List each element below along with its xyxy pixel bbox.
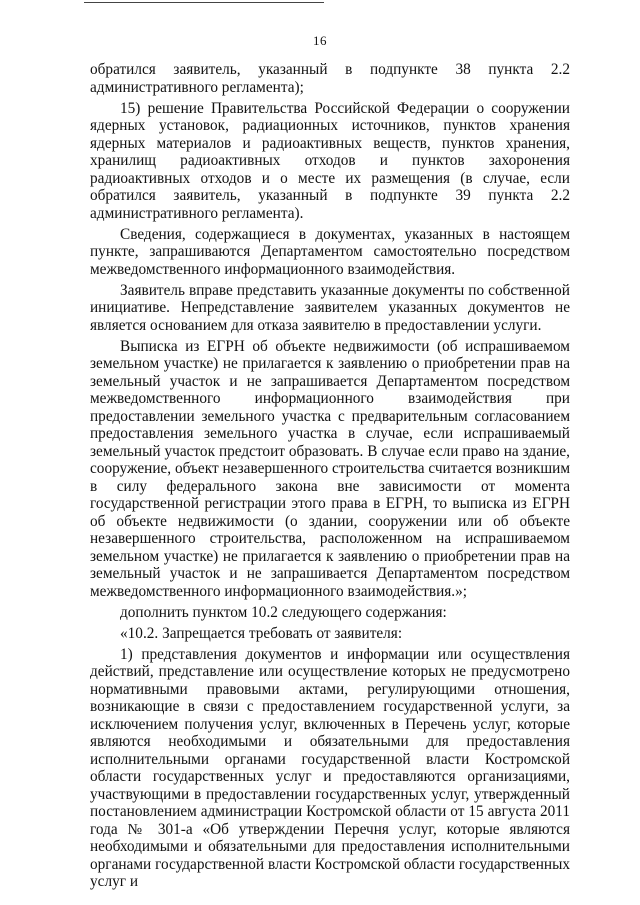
paragraph-add-point: дополнить пунктом 10.2 следующего содержания: xyxy=(120,603,447,621)
paragraph-prohibition-1: 1) представления документов и информации или осуществления действий, представление или осуществление которых не предусмотрено нормативными правовыми актами, регулирующими отношения, возникающие в связи с предоставлением государственной услуги, за исключением получения услуг, включенных в Перечень услуг, которые являются необходимыми и обязательными для предоставления исполнительными органами государственной власти Костромской области государственных услуг и предоставляются организациями, участвующими в предоставлении государственных услуг, утвержденный постановлением администрации Костромской области от 15 августа 2011 года № 301-а «Об утверждении Перечня услуг, которые являются необходимыми и обязательными для предоставления исполнительными органами государственной власти Костромской области государственных услуг и xyxy=(90,645,570,890)
paragraph-continuation: обратился заявитель, указанный в подпункте 38 пункта 2.2 административного регламента); xyxy=(90,61,570,96)
paragraph-egrn-extract: Выписка из ЕГРН об объекте недвижимости (об испрашиваемом земельном участке) не прилагается к заявлению о приобретении прав на земельный участок и не запрашивается Департаментом посредством межведомственного информационного взаимодействия при предоставлении земельного участка с предварительным согласованием предоставления земельного участка в случае, если испрашиваемый земельный участок предстоит образовать. В случае если право на здание, сооружение, объект незавершенного строительства считается возникшим в силу федерального закона вне зависимости от момента государственной регистрации этого права в ЕГРН, то выписка из ЕГРН об объекте недвижимости (о здании, сооружении или об объекте незавершенного строительства, расположенном на испрашиваемом земельном участке) не прилагается к заявлению о приобретении прав на земельный участок и не запрашивается Департаментом посредством межведомственного информационного взаимодействия.»; xyxy=(90,337,570,600)
top-rule xyxy=(84,2,324,3)
page-number: 16 xyxy=(313,33,327,48)
paragraph-point-10-2: «10.2. Запрещается требовать от заявителя: xyxy=(120,624,403,642)
document-body xyxy=(90,61,570,894)
paragraph-information-requests: Сведения, содержащиеся в документах, указанных в настоящем пункте, запрашиваются Департаментом самостоятельно посредством межведомственного информационного взаимодействия. xyxy=(90,225,570,278)
paragraph-item-15: 15) решение Правительства Российской Федерации о сооружении ядерных установок, радиационных источников, пунктов хранения ядерных материалов и радиоактивных веществ, пунктов хранения, хранилищ радиоактивных отходов и пунктов захоронения радиоактивных отходов и о месте их размещения (в случае, если обратился заявитель, указанный в подпункте 39 пункта 2.2 административного регламента). xyxy=(90,99,570,222)
paragraph-applicant-initiative: Заявитель вправе представить указанные документы по собственной инициативе. Непредставление заявителем указанных документов не является основанием для отказа заявителю в предоставлении услуги. xyxy=(90,281,570,334)
